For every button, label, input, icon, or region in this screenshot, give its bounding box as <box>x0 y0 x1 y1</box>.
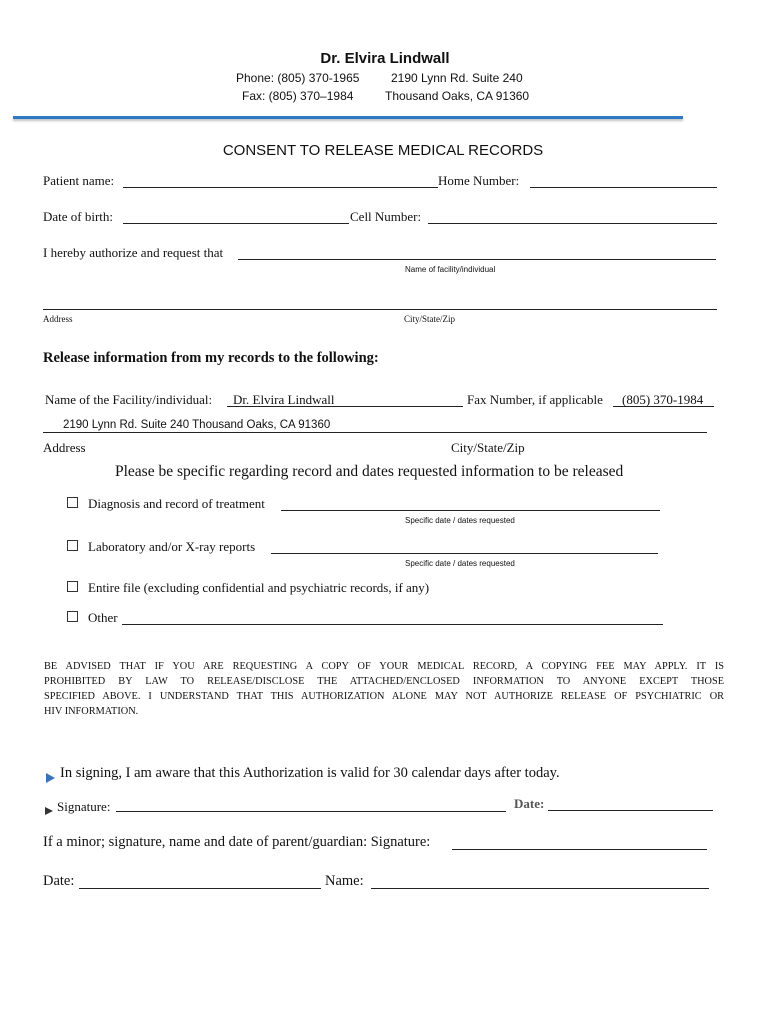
header-divider <box>13 116 683 119</box>
facility-value: Dr. Elvira Lindwall <box>233 392 335 407</box>
authorize-address-field[interactable] <box>43 309 717 310</box>
guardian-signature-field[interactable] <box>452 849 707 850</box>
other-checkbox[interactable] <box>67 611 78 622</box>
home-number-label: Home Number: <box>438 173 520 188</box>
bottom-date-field[interactable] <box>79 888 321 889</box>
specific-heading: Please be specific regarding record and dates requested information to be released <box>115 463 624 480</box>
release-address-value: 2190 Lynn Rd. Suite 240 Thousand Oaks, CA 91360 <box>63 419 331 431</box>
option-entire-file-label: Entire file (excluding confidential and psychiatric records, if any) <box>88 580 430 595</box>
date-field[interactable] <box>548 810 713 811</box>
signature-field[interactable] <box>116 811 506 812</box>
header-phone: Phone: (805) 370-1965 <box>236 71 360 85</box>
other-field[interactable] <box>122 624 663 625</box>
city-caption: City/State/Zip <box>404 314 455 324</box>
bottom-date-label: Date: <box>43 873 75 889</box>
lab-checkbox[interactable] <box>67 540 78 551</box>
blue-arrow-icon <box>46 773 55 783</box>
cell-number-field[interactable] <box>428 223 717 224</box>
authorize-label: I hereby authorize and request that <box>43 245 224 260</box>
notice-line: BE ADVISED THAT IF YOU ARE REQUESTING A COPY OF YOUR MEDICAL RECORD, A COPYING FEE MAY APPLY. IT IS <box>44 661 724 672</box>
entire-file-checkbox[interactable] <box>67 581 78 592</box>
option-other-label: Other <box>88 610 118 625</box>
address-caption: Address <box>43 314 73 324</box>
notice-line: HIV INFORMATION. <box>44 706 139 717</box>
fax-label: Fax Number, if applicable <box>467 392 603 407</box>
diagnosis-checkbox[interactable] <box>67 497 78 508</box>
signature-label: Signature: <box>57 799 111 814</box>
patient-name-label: Patient name: <box>43 173 115 188</box>
home-number-field[interactable] <box>530 187 717 188</box>
notice-line: SPECIFIED ABOVE. I UNDERSTAND THAT THIS AUTHORIZATION ALONE MAY NOT AUTHORIZE RELEASE OF PSYCHIATRIC OR <box>44 691 724 702</box>
lab-caption: Specific date / dates requested <box>405 559 515 568</box>
dob-label: Date of birth: <box>43 209 114 224</box>
dob-field[interactable] <box>123 223 349 224</box>
minor-label: If a minor; signature, name and date of parent/guardian: Signature: <box>43 834 431 850</box>
notice-line: PROHIBITED BY LAW TO RELEASE/DISCLOSE THE ATTACHED/ENCLOSED INFORMATION TO ANYONE EXCEPT THOSE <box>44 676 724 687</box>
doctor-name: Dr. Elvira Lindwall <box>320 50 450 67</box>
header-address-line1: 2190 Lynn Rd. Suite 240 <box>391 71 523 85</box>
authorize-facility-field[interactable] <box>238 259 716 260</box>
header-address-line2: Thousand Oaks, CA 91360 <box>385 89 530 103</box>
release-address-label: Address <box>43 440 86 455</box>
date-label: Date: <box>514 796 545 811</box>
lab-dates-field[interactable] <box>271 553 658 554</box>
patient-name-field[interactable] <box>123 187 438 188</box>
name-field[interactable] <box>371 888 709 889</box>
option-lab-label: Laboratory and/or X-ray reports <box>88 539 256 554</box>
release-address-field[interactable] <box>43 432 707 433</box>
validity-text: In signing, I am aware that this Authorization is valid for 30 calendar days after today. <box>60 765 560 781</box>
arrow-icon <box>45 807 53 815</box>
form-title: CONSENT TO RELEASE MEDICAL RECORDS <box>222 142 544 159</box>
option-diagnosis-label: Diagnosis and record of treatment <box>88 496 265 511</box>
legal-notice <box>44 659 724 719</box>
release-city-label: City/State/Zip <box>451 440 525 455</box>
facility-label: Name of the Facility/individual: <box>45 392 213 407</box>
name-label: Name: <box>325 873 364 889</box>
release-heading: Release information from my records to the following: <box>43 350 379 366</box>
facility-caption: Name of facility/individual <box>405 265 496 274</box>
diagnosis-dates-field[interactable] <box>281 510 660 511</box>
header-fax: Fax: (805) 370–1984 <box>242 89 354 103</box>
fax-value: (805) 370-1984 <box>622 392 704 407</box>
diagnosis-caption: Specific date / dates requested <box>405 516 515 525</box>
cell-number-label: Cell Number: <box>350 209 422 224</box>
